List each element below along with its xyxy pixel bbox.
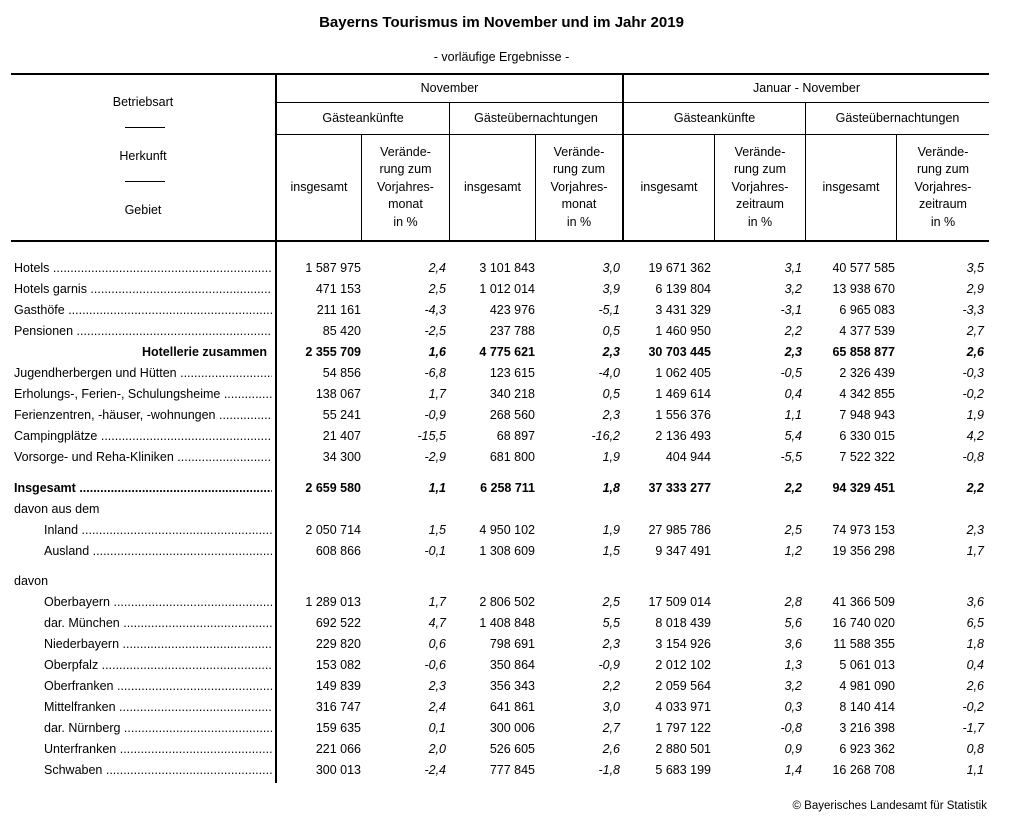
change-cell: 5,4 — [784, 429, 802, 443]
row-label: Jugendherbergen und Hütten ..... — [14, 363, 272, 384]
value-cell: 2 059 564 — [655, 679, 711, 693]
change-cell: -5,5 — [780, 450, 802, 464]
value-cell: 423 976 — [489, 303, 535, 317]
tourism-table — [11, 73, 989, 783]
value-cell: 4 775 621 — [479, 345, 535, 359]
value-cell: 229 820 — [315, 637, 361, 651]
change-cell: -2,5 — [424, 324, 446, 338]
value-cell: 1 587 975 — [305, 261, 361, 275]
change-cell: -0,9 — [424, 408, 446, 422]
value-cell: 153 082 — [315, 658, 361, 672]
change-cell: 2,7 — [966, 324, 984, 338]
row-label: davon aus dem — [14, 502, 100, 516]
row-label: Erholungs-, Ferien-, Schulungsheime ..... — [14, 384, 272, 405]
change-cell: 5,5 — [602, 616, 620, 630]
header-jan-nov: Januar - November — [753, 80, 860, 95]
value-cell: 149 839 — [315, 679, 361, 693]
value-cell: 5 683 199 — [655, 763, 711, 777]
table-row — [11, 613, 989, 634]
value-cell: 316 747 — [315, 700, 361, 714]
change-cell: 4,7 — [428, 616, 446, 630]
value-cell: 608 866 — [315, 544, 361, 558]
change-cell: 1,4 — [784, 763, 802, 777]
row-label: dar. Nürnberg ..... — [44, 718, 272, 739]
stub-separator-2 — [125, 181, 165, 182]
value-cell: 1 012 014 — [479, 282, 535, 296]
table-row — [11, 520, 989, 541]
value-cell: 4 342 855 — [839, 387, 895, 401]
change-cell: 3,1 — [784, 261, 802, 275]
change-cell: 4,2 — [966, 429, 984, 443]
value-cell: 2 806 502 — [479, 595, 535, 609]
value-cell: 692 522 — [315, 616, 361, 630]
row-label: davon — [14, 574, 49, 588]
stub-separator-1 — [125, 127, 165, 128]
row-label: Mittelfranken ..... — [44, 697, 272, 718]
change-cell: 1,1 — [428, 481, 446, 495]
value-cell: 471 153 — [315, 282, 361, 296]
value-cell: 54 856 — [322, 366, 361, 380]
row-label: Oberbayern ..... — [44, 592, 272, 613]
value-cell: 340 218 — [489, 387, 535, 401]
change-cell: -0,1 — [424, 544, 446, 558]
change-cell: 2,5 — [784, 523, 802, 537]
value-cell: 2 880 501 — [655, 742, 711, 756]
change-cell: -0,8 — [962, 450, 984, 464]
row-label: Pensionen ..... — [14, 321, 272, 342]
table-row — [11, 571, 989, 592]
change-cell: 2,5 — [428, 282, 446, 296]
table-row — [11, 279, 989, 300]
change-cell: 2,7 — [602, 721, 620, 735]
stub-betriebsart: Betriebsart — [112, 95, 174, 110]
value-cell: 211 161 — [316, 303, 361, 317]
row-label: Insgesamt ..... — [14, 478, 272, 499]
row-label: Oberfranken ..... — [44, 676, 272, 697]
change-cell: 1,2 — [784, 544, 802, 558]
header-nights-nov: Gästeübernachtungen — [474, 110, 598, 125]
value-cell: 94 329 451 — [832, 481, 895, 495]
value-cell: 6 923 362 — [839, 742, 895, 756]
value-cell: 2 659 580 — [305, 481, 361, 495]
row-label: Niederbayern ..... — [44, 634, 272, 655]
change-cell: 0,8 — [966, 742, 984, 756]
change-cell: 1,9 — [602, 450, 620, 464]
value-cell: 268 560 — [489, 408, 535, 422]
change-cell: 1,7 — [428, 387, 446, 401]
row-label: Campingplätze ..... — [14, 426, 272, 447]
change-cell: -2,4 — [424, 763, 446, 777]
change-cell: 2,6 — [966, 679, 984, 693]
value-cell: 55 241 — [322, 408, 361, 422]
value-cell: 27 985 786 — [648, 523, 711, 537]
value-cell: 3 216 398 — [839, 721, 895, 735]
value-cell: 34 300 — [322, 450, 361, 464]
change-cell: -0,2 — [962, 700, 984, 714]
table-row — [11, 342, 989, 363]
change-cell: -0,6 — [424, 658, 446, 672]
change-cell: 0,9 — [784, 742, 802, 756]
value-cell: 138 067 — [315, 387, 361, 401]
change-cell: 2,0 — [428, 742, 446, 756]
change-cell: 3,9 — [602, 282, 620, 296]
table-row — [11, 676, 989, 697]
change-cell: 2,3 — [966, 523, 984, 537]
value-cell: 16 268 708 — [832, 763, 895, 777]
change-cell: 2,6 — [602, 742, 620, 756]
change-cell: 2,4 — [428, 700, 446, 714]
change-cell: 3,0 — [602, 700, 620, 714]
header-total-1: insgesamt — [290, 179, 348, 194]
row-label: Hotels ..... — [14, 258, 272, 279]
value-cell: 641 861 — [489, 700, 535, 714]
value-cell: 1 408 848 — [479, 616, 535, 630]
table-row — [11, 321, 989, 342]
table-row — [11, 634, 989, 655]
value-cell: 16 740 020 — [832, 616, 895, 630]
row-label: dar. München ..... — [44, 613, 272, 634]
change-cell: 1,5 — [602, 544, 620, 558]
value-cell: 6 258 711 — [480, 481, 535, 495]
table-row — [11, 499, 989, 520]
value-cell: 4 377 539 — [839, 324, 895, 338]
value-cell: 30 703 445 — [648, 345, 711, 359]
table-row — [11, 592, 989, 613]
header-total-2: insgesamt — [464, 179, 521, 194]
change-cell: 2,5 — [602, 595, 620, 609]
change-cell: 1,6 — [428, 345, 446, 359]
change-cell: -4,0 — [598, 366, 620, 380]
change-cell: 2,3 — [784, 345, 802, 359]
change-cell: 1,7 — [966, 544, 984, 558]
header-nights-jan-nov: Gästeübernachtungen — [835, 110, 960, 125]
change-cell: 0,5 — [602, 387, 620, 401]
value-cell: 2 012 102 — [655, 658, 711, 672]
header-november: November — [420, 80, 479, 95]
value-cell: 300 013 — [315, 763, 361, 777]
value-cell: 237 788 — [489, 324, 535, 338]
header-change-4: Verände- rung zum Vorjahres- zeitraum in % — [914, 144, 972, 229]
change-cell: 1,9 — [966, 408, 984, 422]
value-cell: 85 420 — [322, 324, 361, 338]
value-cell: 1 308 609 — [479, 544, 535, 558]
change-cell: 0,4 — [966, 658, 984, 672]
change-cell: 2,6 — [966, 345, 984, 359]
value-cell: 3 101 843 — [479, 261, 535, 275]
value-cell: 7 948 943 — [839, 408, 895, 422]
value-cell: 37 333 277 — [648, 481, 711, 495]
row-label: Oberpfalz ..... — [44, 655, 272, 676]
change-cell: 2,2 — [602, 679, 620, 693]
change-cell: 0,6 — [428, 637, 446, 651]
change-cell: 3,5 — [966, 261, 984, 275]
value-cell: 74 973 153 — [832, 523, 895, 537]
change-cell: 0,1 — [428, 721, 446, 735]
change-cell: 1,8 — [966, 637, 984, 651]
value-cell: 1 556 376 — [655, 408, 711, 422]
change-cell: -3,1 — [780, 303, 802, 317]
value-cell: 356 343 — [489, 679, 535, 693]
change-cell: -4,3 — [424, 303, 446, 317]
header-change-1: Verände- rung zum Vorjahres- monat in % — [377, 144, 434, 229]
stub-gebiet: Gebiet — [124, 203, 162, 218]
value-cell: 159 635 — [315, 721, 361, 735]
value-cell: 6 139 804 — [655, 282, 711, 296]
change-cell: 2,3 — [602, 345, 620, 359]
row-label: Ferienzentren, -häuser, -wohnungen ..... — [14, 405, 272, 426]
value-cell: 2 050 714 — [305, 523, 361, 537]
value-cell: 1 062 405 — [655, 366, 711, 380]
value-cell: 19 356 298 — [832, 544, 895, 558]
change-cell: 1,7 — [428, 595, 446, 609]
change-cell: -0,2 — [962, 387, 984, 401]
row-label: Hotellerie zusammen — [141, 345, 267, 359]
change-cell: 2,2 — [966, 481, 984, 495]
header-guests-nov: Gästeankünfte — [322, 110, 404, 125]
table-row — [11, 718, 989, 739]
change-cell: 1,3 — [784, 658, 802, 672]
row-label: Inland ..... — [44, 520, 272, 541]
value-cell: 41 366 509 — [832, 595, 895, 609]
change-cell: 2,3 — [602, 408, 620, 422]
change-cell: 1,1 — [966, 763, 984, 777]
table-row — [11, 447, 989, 468]
value-cell: 68 897 — [496, 429, 535, 443]
table-row — [11, 697, 989, 718]
change-cell: 2,3 — [602, 637, 620, 651]
value-cell: 7 522 322 — [839, 450, 895, 464]
value-cell: 681 800 — [489, 450, 535, 464]
change-cell: -0,8 — [780, 721, 802, 735]
change-cell: -2,9 — [424, 450, 446, 464]
change-cell: 3,2 — [784, 679, 802, 693]
change-cell: 2,4 — [428, 261, 446, 275]
value-cell: 1 460 950 — [655, 324, 711, 338]
change-cell: 1,8 — [602, 481, 620, 495]
value-cell: 404 944 — [665, 450, 711, 464]
change-cell: -1,8 — [598, 763, 620, 777]
page-subtitle: - vorläufige Ergebnisse - — [433, 50, 570, 64]
value-cell: 1 797 122 — [655, 721, 711, 735]
page-title: Bayerns Tourismus im November und im Jahr 2019 — [319, 14, 684, 31]
value-cell: 777 845 — [489, 763, 535, 777]
table-row — [11, 384, 989, 405]
value-cell: 2 136 493 — [655, 429, 711, 443]
value-cell: 350 864 — [489, 658, 535, 672]
row-label: Gasthöfe ..... — [14, 300, 272, 321]
table-row — [11, 478, 989, 499]
change-cell: 2,3 — [428, 679, 446, 693]
row-label: Hotels garnis ..... — [14, 279, 272, 300]
header-total-4: insgesamt — [822, 179, 880, 194]
table-row — [11, 426, 989, 447]
value-cell: 21 407 — [322, 429, 361, 443]
value-cell: 798 691 — [489, 637, 535, 651]
row-label: Vorsorge- und Reha-Kliniken ..... — [14, 447, 272, 468]
value-cell: 3 154 926 — [655, 637, 711, 651]
value-cell: 4 950 102 — [479, 523, 535, 537]
change-cell: 3,2 — [784, 282, 802, 296]
header-change-2: Verände- rung zum Vorjahres- monat in % — [550, 144, 608, 229]
table-row — [11, 300, 989, 321]
value-cell: 221 066 — [315, 742, 361, 756]
value-cell: 6 965 083 — [839, 303, 895, 317]
value-cell: 2 355 709 — [305, 345, 361, 359]
value-cell: 526 605 — [489, 742, 535, 756]
change-cell: -16,2 — [591, 429, 620, 443]
table-row — [11, 655, 989, 676]
table-row — [11, 258, 989, 279]
table-row — [11, 363, 989, 384]
value-cell: 65 858 877 — [832, 345, 895, 359]
value-cell: 300 006 — [489, 721, 535, 735]
value-cell: 11 588 355 — [833, 637, 895, 651]
change-cell: -0,9 — [598, 658, 620, 672]
value-cell: 2 326 439 — [839, 366, 895, 380]
change-cell: 1,1 — [784, 408, 802, 422]
row-label: Schwaben ..... — [44, 760, 272, 781]
value-cell: 5 061 013 — [839, 658, 895, 672]
change-cell: 2,9 — [966, 282, 984, 296]
change-cell: 3,0 — [602, 261, 620, 275]
change-cell: 1,9 — [602, 523, 620, 537]
change-cell: 3,6 — [966, 595, 984, 609]
value-cell: 123 615 — [489, 366, 535, 380]
value-cell: 40 577 585 — [832, 261, 895, 275]
value-cell: 1 289 013 — [305, 595, 361, 609]
header-bottom-rule — [11, 240, 989, 242]
value-cell: 6 330 015 — [839, 429, 895, 443]
change-cell: 0,5 — [602, 324, 620, 338]
table-row — [11, 405, 989, 426]
change-cell: -6,8 — [424, 366, 446, 380]
change-cell: 3,6 — [784, 637, 802, 651]
change-cell: -15,5 — [417, 429, 446, 443]
change-cell: 2,2 — [784, 324, 802, 338]
stub-herkunft: Herkunft — [119, 149, 167, 164]
change-cell: -5,1 — [598, 303, 620, 317]
table-row — [11, 760, 989, 781]
change-cell: 2,2 — [784, 481, 802, 495]
value-cell: 17 509 014 — [648, 595, 711, 609]
header-change-3: Verände- rung zum Vorjahres- zeitraum in % — [731, 144, 789, 229]
change-cell: 1,5 — [428, 523, 446, 537]
value-cell: 4 033 971 — [655, 700, 711, 714]
copyright-note: © Bayerisches Landesamt für Statistik — [792, 800, 987, 812]
value-cell: 9 347 491 — [655, 544, 711, 558]
change-cell: -0,3 — [962, 366, 984, 380]
change-cell: 6,5 — [966, 616, 984, 630]
change-cell: 0,4 — [784, 387, 802, 401]
change-cell: 5,6 — [784, 616, 802, 630]
row-label: Unterfranken ..... — [44, 739, 272, 760]
table-row — [11, 739, 989, 760]
change-cell: -3,3 — [962, 303, 984, 317]
header-total-3: insgesamt — [640, 179, 698, 194]
value-cell: 8 018 439 — [655, 616, 711, 630]
value-cell: 4 981 090 — [839, 679, 895, 693]
row-label: Ausland ..... — [44, 541, 272, 562]
value-cell: 19 671 362 — [648, 261, 711, 275]
value-cell: 8 140 414 — [839, 700, 895, 714]
change-cell: -0,5 — [780, 366, 802, 380]
change-cell: 2,8 — [784, 595, 802, 609]
table-row — [11, 541, 989, 562]
value-cell: 3 431 329 — [655, 303, 711, 317]
header-guests-jan-nov: Gästeankünfte — [673, 110, 756, 125]
change-cell: 0,3 — [784, 700, 802, 714]
change-cell: -1,7 — [962, 721, 984, 735]
value-cell: 13 938 670 — [832, 282, 895, 296]
value-cell: 1 469 614 — [655, 387, 711, 401]
